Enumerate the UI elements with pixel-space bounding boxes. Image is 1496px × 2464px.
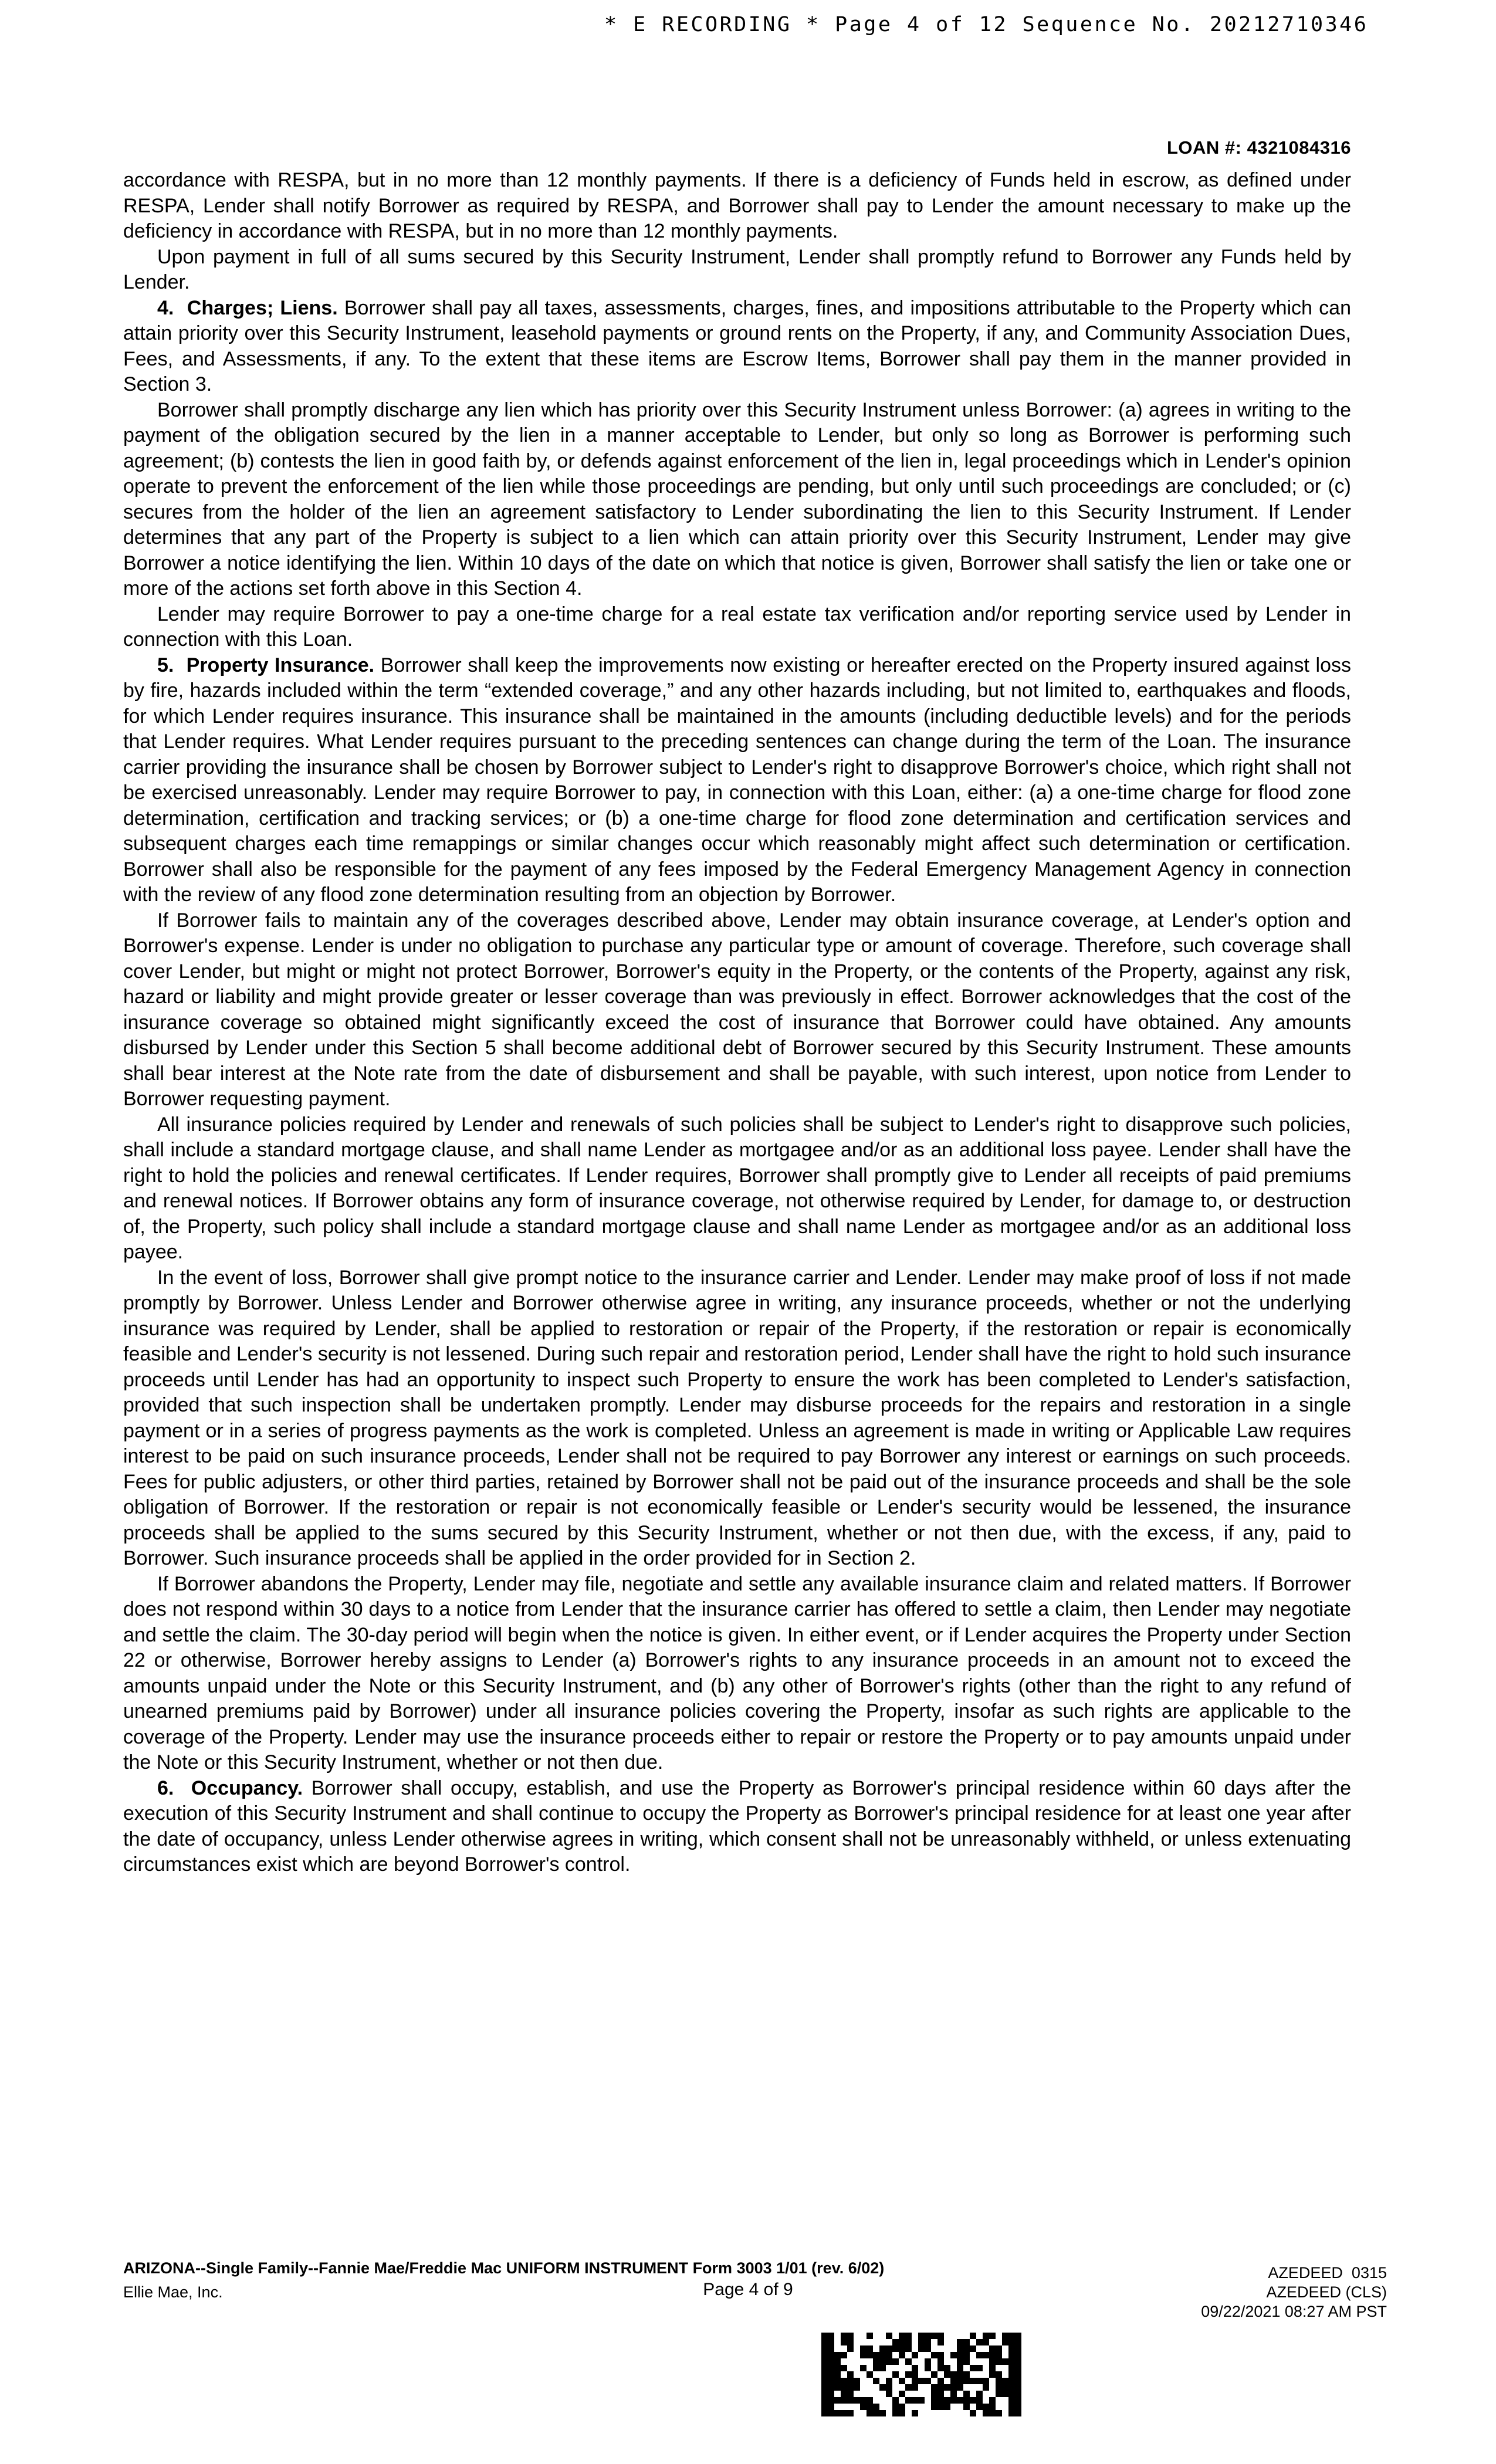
para-section-5-property-insurance <box>123 653 1351 908</box>
paragraph-text: Borrower shall pay all taxes, assessments, charges, fines, and impositions attributable to the Property which can attain priority over this Security Instrument, leasehold payments or ground rents on the Property, if any, and Community Association Dues, Fees, and Assessments, if any. To the extent that these items are Escrow Items, Borrower shall pay them in the manner provided in Section 3. <box>123 296 1352 395</box>
barcode <box>821 2333 1021 2416</box>
doc-code: AZEDEED 0315 <box>1268 2264 1387 2282</box>
page-number: Page 4 of 9 <box>703 2280 793 2299</box>
paragraph-text: All insurance policies required by Lender and renewals of such policies shall be subject to Lender's right to disapprove such policies, shall include a standard mortgage clause, and shall name Lender as mortgagee and/or as an additional loss payee. Lender shall have the right to hold the policies and renewal certificates. If Lender requires, Borrower shall promptly give to Lender all receipts of paid premiums and renewal notices. If Borrower obtains any form of insurance coverage, not otherwise required by Lender, for damage to, or destruction of, the Property, such policy shall include a standard mortgage clause and shall name Lender as mortgagee and/or as an additional loss payee. <box>123 1113 1351 1263</box>
paragraph-text: Borrower shall keep the improvements now existing or hereafter erected on the Property insured against loss by fire, hazards included within the term “extended coverage,” and any other hazards including, but not limited to, earthquakes and floods, for which Lender requires insurance. This insurance shall be maintained in the amounts (including deductible levels) and for the periods that Lender requires. What Lender requires pursuant to the preceding sentences can change during the term of the Loan. The insurance carrier providing the insurance shall be chosen by Borrower subject to Lender's right to disapprove Borrower's choice, which right shall not be exercised unreasonably. Lender may require Borrower to pay, in connection with this Loan, either: (a) a one-time charge for flood zone determination, certification and tracking services; or (b) a one-time charge for flood zone determination and certification services and subsequent charges each time remappings or similar changes occur which reasonably might affect such determination or certification. Borrower shall also be responsible for the payment of any fees imposed by the Federal Emergency Management Agency in connection with the review of any flood zone determination resulting from an objection by Borrower. <box>123 654 1351 906</box>
para-section-4-charges-liens <box>123 296 1351 398</box>
para-lien-discharge <box>123 398 1351 602</box>
para-insurance-policies <box>123 1112 1351 1265</box>
para-upon-payment <box>123 245 1351 296</box>
paragraph-text: Lender may require Borrower to pay a one-time charge for a real estate tax verification and/or reporting service used by Lender in connection with this Loan. <box>123 603 1351 651</box>
loan-number: LOAN #: 4321084316 <box>1166 137 1351 158</box>
paragraph-text: Borrower shall occupy, establish, and use the Property as Borrower's principal residence within 60 days after the execution of this Security Instrument and shall continue to occupy the Property as Borrower's principal residence for at least one year after the date of occupancy, unless Lender otherwise agrees in writing, which consent shall not be unreasonably withheld, or unless extenuating circumstances exist which are beyond Borrower's control. <box>123 1776 1352 1876</box>
paragraph-text: In the event of loss, Borrower shall give prompt notice to the insurance carrier and Lender. Lender may make proof of loss if not made promptly by Borrower. Unless Lender and Borrower otherwise agree in writing, any insurance proceeds, whether or not the underlying insurance was required by Lender, shall be applied to restoration or repair of the Property, if the restoration or repair is economically feasible and Lender's security is not lessened. During such repair and restoration period, Lender shall have the right to hold such insurance proceeds until Lender has had an opportunity to inspect such Property to ensure the work has been completed to Lender's satisfaction, provided that such inspection shall be undertaken promptly. Lender may disburse proceeds for the repairs and restoration in a single payment or in a series of progress payments as the work is completed. Unless an agreement is made in writing or Applicable Law requires interest to be paid on such insurance proceeds, Lender shall not be required to pay Borrower any interest or earnings on such proceeds. Fees for public adjusters, or other third parties, retained by Borrower shall not be paid out of the insurance proceeds and shall be the sole obligation of Borrower. If the restoration or repair is not economically feasible or Lender's security would be lessened, the insurance proceeds shall be applied to the sums secured by this Security Instrument, whether or not then due, with the excess, if any, paid to Borrower. Such insurance proceeds shall be applied in the order provided for in Section 2. <box>123 1266 1351 1569</box>
paragraph-text: accordance with RESPA, but in no more than 12 monthly payments. If there is a deficiency of Funds held in escrow, as defined under RESPA, Lender shall notify Borrower as required by RESPA, and Borrower shall pay to Lender the amount necessary to make up the deficiency in accordance with RESPA, but in no more than 12 monthly payments. <box>123 169 1351 242</box>
para-continuation-respa <box>123 168 1351 245</box>
paragraph-text: Upon payment in full of all sums secured by this Security Instrument, Lender shall promptly refund to Borrower any Funds held by Lender. <box>123 245 1351 293</box>
section-heading: 6. Occupancy. <box>157 1776 303 1799</box>
para-tax-verification <box>123 602 1351 653</box>
print-timestamp: 09/22/2021 08:27 AM PST <box>1201 2303 1387 2320</box>
para-section-6-occupancy <box>123 1776 1351 1878</box>
paragraph-text: If Borrower fails to maintain any of the coverages described above, Lender may obtain insurance coverage, at Lender's option and Borrower's expense. Lender is under no obligation to purchase any particular type or amount of coverage. Therefore, such coverage shall cover Lender, but might or might not protect Borrower, Borrower's equity in the Property, or the contents of the Property, against any risk, hazard or liability and might provide greater or lesser coverage than was previously in effect. Borrower acknowledges that the cost of the insurance coverage so obtained might significantly exceed the cost of insurance that Borrower could have obtained. Any amounts disbursed by Lender under this Section 5 shall become additional debt of Borrower secured by this Security Instrument. These amounts shall bear interest at the Note rate from the date of disbursement and shall be payable, with such interest, upon notice from Lender to Borrower requesting payment. <box>123 909 1351 1110</box>
section-heading: 4. Charges; Liens. <box>157 296 338 319</box>
form-identifier: ARIZONA--Single Family--Fannie Mae/Freddie Mac UNIFORM INSTRUMENT Form 3003 1/01 (rev. 6/02) <box>123 2259 885 2277</box>
para-failure-to-maintain <box>123 908 1351 1112</box>
para-abandonment <box>123 1572 1351 1776</box>
paragraph-text: Borrower shall promptly discharge any lien which has priority over this Security Instrument unless Borrower: (a) agrees in writing to the payment of the obligation secured by the lien in a manner acceptable to Lender, but only so long as Borrower is performing such agreement; (b) contests the lien in good faith by, or defends against enforcement of the lien in, legal proceedings which in Lender's opinion operate to prevent the enforcement of the lien while those proceedings are pending, but only until such proceedings are concluded; or (c) secures from the holder of the lien an agreement satisfactory to Lender subordinating the lien to this Security Instrument. If Lender determines that any part of the Property is subject to a lien which can attain priority over this Security Instrument, Lender may give Borrower a notice identifying the lien. Within 10 days of the date on which that notice is given, Borrower shall satisfy the lien or take one or more of the actions set forth above in this Section 4. <box>123 398 1351 600</box>
erecording-stamp: * E RECORDING * Page 4 of 12 Sequence No. 20212710346 <box>604 13 1369 36</box>
document-body <box>123 137 1351 1878</box>
para-event-of-loss <box>123 1265 1351 1572</box>
paragraph-text: If Borrower abandons the Property, Lender may file, negotiate and settle any available insurance claim and related matters. If Borrower does not respond within 30 days to a notice from Lender that the insurance carrier has offered to settle a claim, then Lender may negotiate and settle the claim. The 30-day period will begin when the notice is given. In either event, or if Lender acquires the Property under Section 22 or otherwise, Borrower hereby assigns to Lender (a) Borrower's rights to any insurance proceeds in an amount not to exceed the amounts unpaid under the Note or this Security Instrument, and (b) any other of Borrower's rights (other than the right to any refund of unearned premiums paid by Borrower) under all insurance policies covering the Property, insofar as such rights are applicable to the coverage of the Property. Lender may use the insurance proceeds either to repair or restore the Property or to pay amounts unpaid under the Note or this Security Instrument, whether or not then due. <box>123 1572 1351 1773</box>
footer-right <box>1201 2263 1387 2321</box>
vendor-name: Ellie Mae, Inc. <box>123 2283 223 2301</box>
section-heading: 5. Property Insurance. <box>157 654 375 676</box>
doc-code-cls: AZEDEED (CLS) <box>1266 2283 1387 2301</box>
